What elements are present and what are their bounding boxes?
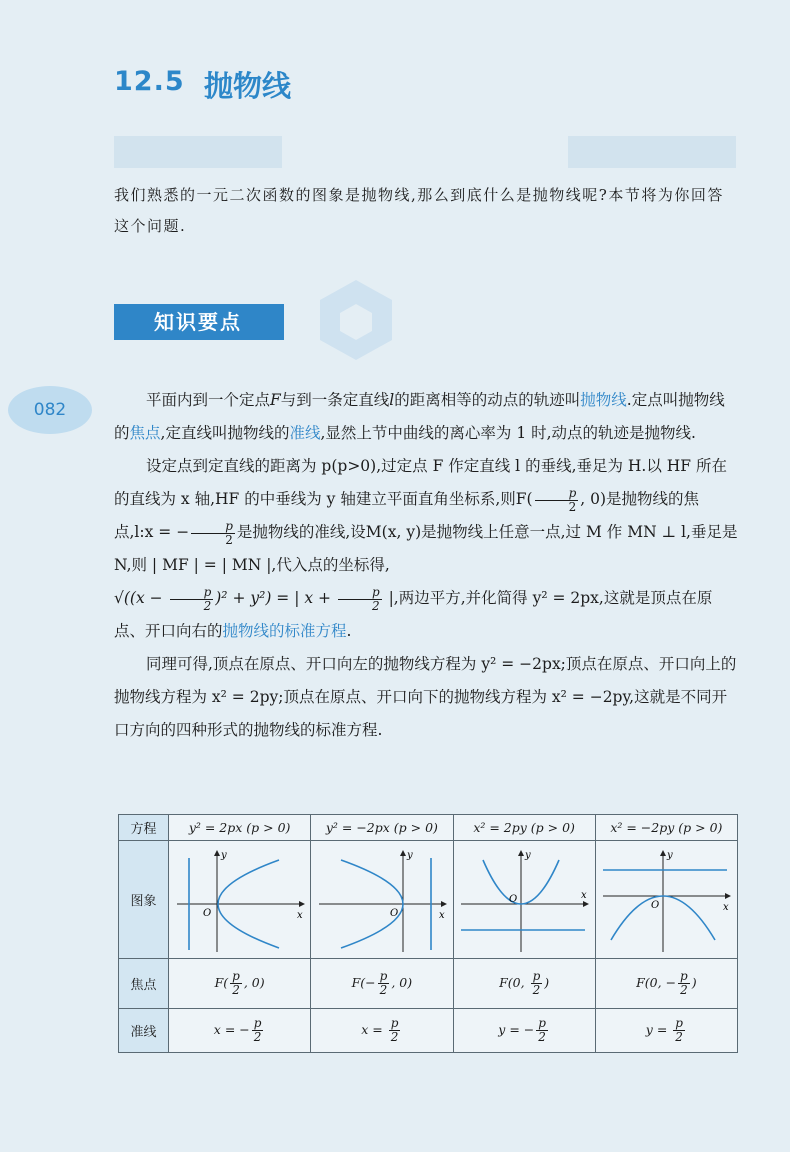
row-label: 方程 [119,815,169,841]
graph-up-opening [455,844,593,956]
equation-cell: x² = 2py (p > 0) [453,815,595,841]
svg-text:O: O [389,907,399,919]
hexagon-decoration [316,278,396,362]
graph-right-opening [171,844,309,956]
equation-cell: x² = −2py (p > 0) [595,815,737,841]
definition-paragraph: 平面内到一个定点F与到一条定直线l的距离相等的动点的轨迹叫抛物线.定点叫抛物线的焦点,定直线叫抛物线的准线,显然上节中曲线的离心率为 1 时,动点的轨迹是抛物线. [114,391,725,442]
svg-text:O: O [651,899,660,911]
summary-paragraph: 同理可得,顶点在原点、开口向左的抛物线方程为 y² = −2px;顶点在原点、开口向上的抛物线方程为 x² = 2py;顶点在原点、开口向下的抛物线方程为 x² = −2py,这就是不同开口方向的四种形式的抛物线的标准方程. [114,655,737,739]
bg-decor-right [568,136,736,168]
directrix-cell: x = − $\frac{p}{2}$ [169,1009,311,1053]
focus-cell: F( $\frac{p}{2}$ , 0) [169,959,311,1009]
focus-cell: F(0, $\frac{p}{2}$ ) [453,959,595,1009]
graph-left-opening [313,844,451,956]
row-label: 准线 [119,1009,169,1053]
graph-cell [595,841,737,959]
directrix-cell: y = − $\frac{p}{2}$ [453,1009,595,1053]
table-row-focus [119,959,738,1009]
row-label: 图象 [119,841,169,959]
table-row-equation [119,815,738,841]
table-row-graph [119,841,738,959]
graph-cell [169,841,311,959]
focus-cell: F(− $\frac{p}{2}$ , 0) [311,959,453,1009]
row-label: 焦点 [119,959,169,1009]
graph-down-opening [597,844,735,956]
svg-text:x: x [723,901,730,913]
equation-cell: y² = 2px (p > 0) [169,815,311,841]
table-row-directrix [119,1009,738,1053]
equation-cell: y² = −2px (p > 0) [311,815,453,841]
graph-cell [311,841,453,959]
intro-paragraph: 我们熟悉的一元二次函数的图象是抛物线,那么到底什么是抛物线呢?本节将为你回答这个问题. [114,186,724,235]
term-standard-equation[interactable]: 抛物线的标准方程 [222,622,347,640]
derivation-paragraph: 设定点到定直线的距离为 p(p>0),过定点 F 作定直线 l 的垂线,垂足为 H.以 HF 所在的直线为 x 轴,HF 的中垂线为 y 轴建立平面直角坐标系,则F( $\frac{p}{2}$ , 0)是抛物线的焦点,l:x = − $\frac{p}{2}$ 是抛物线的准线,设M(x, y)是抛物线上任意一点,过 M 作 MN ⊥ l,垂足是 N,则 | MF | = | MN |,代入点的坐标得, √((x − $\frac{p}{2}$ )² + y²) = | x + $\frac{p}{2}$ |,两边平方,并化简得 y² = 2px,这就是顶点在原点、开口向右的抛物线的标准方程. [114,457,738,640]
directrix-cell: y = $\frac{p}{2}$ [595,1009,737,1053]
term-directrix[interactable]: 准线 [289,424,321,442]
svg-text:y: y [406,849,413,861]
svg-text:y: y [525,849,531,861]
term-parabola[interactable]: 抛物线 [580,391,627,409]
page-number: 082 [8,386,92,434]
term-focus[interactable]: 焦点 [129,424,161,442]
focus-cell: F(0, − $\frac{p}{2}$ ) [595,959,737,1009]
section-title: 抛物线 [204,69,292,103]
standard-forms-table [118,814,738,1053]
fraction: $\frac{p}{2}$ [191,520,235,547]
svg-text:O: O [509,893,518,905]
distance-equation: √((x − $\frac{p}{2}$ )² + y²) = | x + $\frac{p}{2}$ | [114,584,394,613]
body-text [114,384,738,747]
section-number: 12.5 [114,66,185,97]
svg-text:x: x [581,889,587,901]
graph-cell [453,841,595,959]
bg-decor-left [114,136,282,168]
svg-text:x: x [296,909,303,921]
directrix-cell: x = $\frac{p}{2}$ [311,1009,453,1053]
svg-text:y: y [220,849,227,861]
svg-text:y: y [667,849,674,861]
fraction: $\frac{p}{2}$ [535,487,579,514]
svg-text:x: x [438,909,445,921]
key-points-tag: 知识要点 [114,304,284,340]
svg-text:O: O [202,907,211,919]
